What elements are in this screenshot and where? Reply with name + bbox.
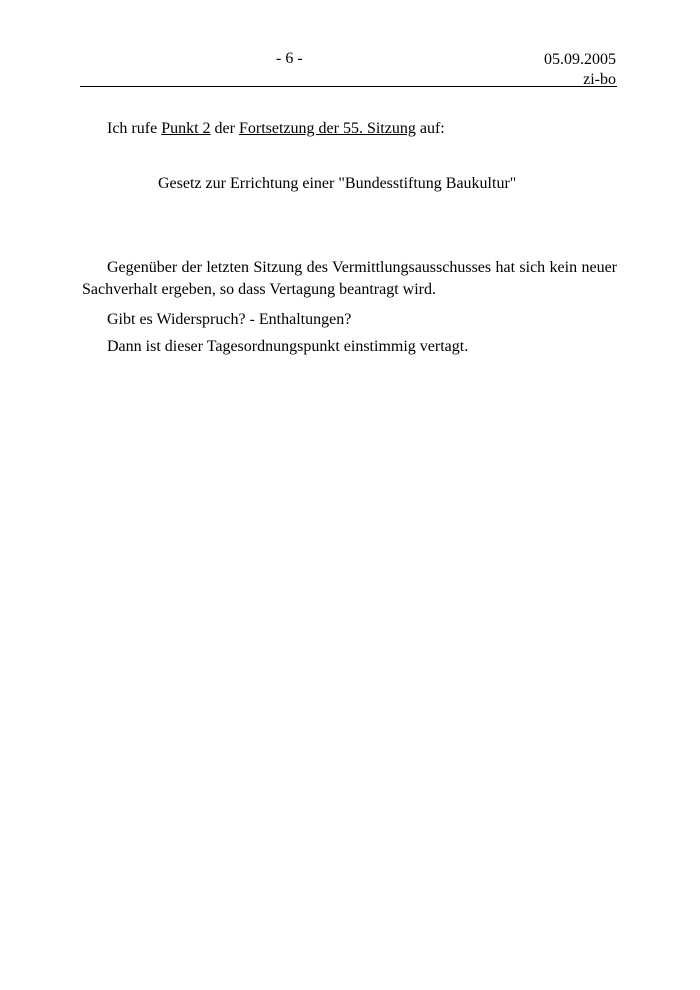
- body-paragraph: Gegenüber der letzten Sitzung des Vermittlungsausschusses hat sich kein neuer Sachverhalt ergeben, so dass Vertagung beantragt wird.: [82, 259, 617, 298]
- header-meta: [544, 50, 616, 90]
- intro-suffix: auf:: [415, 120, 445, 137]
- question-line: Gibt es Widerspruch? - Enthaltungen?: [107, 311, 352, 328]
- page-number: - 6 -: [276, 50, 303, 67]
- header-date: 05.09.2005: [544, 51, 616, 68]
- agenda-item-title: Gesetz zur Errichtung einer "Bundesstiftung Baukultur": [158, 175, 517, 192]
- header-divider: [80, 86, 617, 87]
- header-code: zi-bo: [583, 71, 616, 88]
- session-reference: Fortsetzung der 55. Sitzung: [238, 120, 416, 137]
- agenda-point-reference: Punkt 2: [161, 120, 211, 137]
- intro-prefix: Ich rufe: [107, 120, 162, 137]
- intro-sentence: [107, 118, 617, 140]
- intro-middle: der: [210, 120, 239, 137]
- conclusion-line: Dann ist dieser Tagesordnungspunkt einstimmig vertagt.: [107, 338, 469, 355]
